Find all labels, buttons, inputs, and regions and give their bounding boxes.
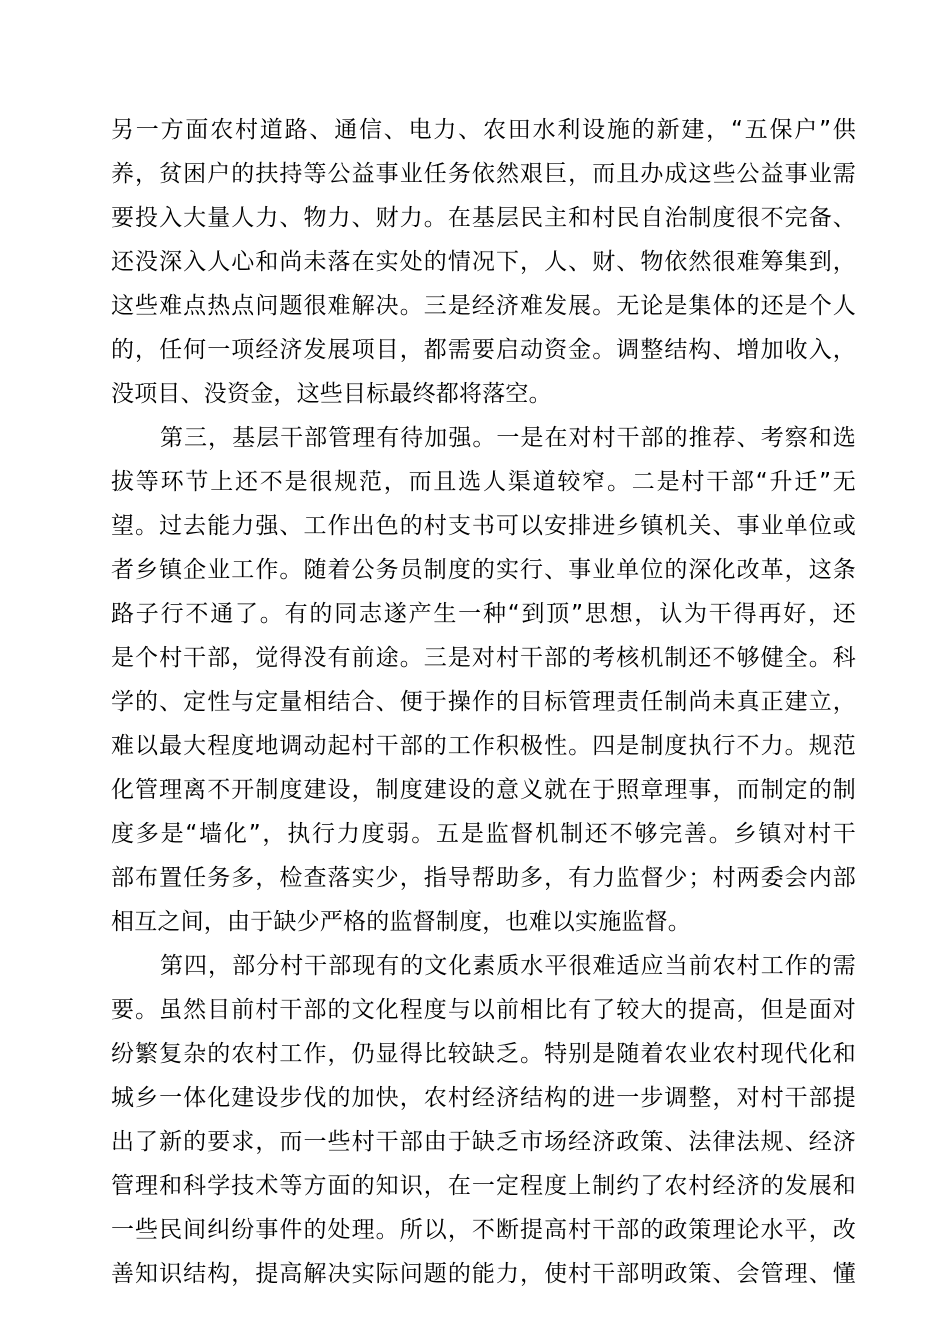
text-line: 养，贫困户的扶持等公益事业任务依然艰巨，而且办成这些公益事业需 bbox=[111, 161, 856, 187]
text-line: 要。虽然目前村干部的文化程度与以前相比有了较大的提高，但是面对 bbox=[111, 997, 856, 1023]
paragraph-start-line: 第四，部分村干部现有的文化素质水平很难适应当前农村工作的需 bbox=[160, 953, 856, 979]
text-line: 城乡一体化建设步伐的加快，农村经济结构的进一步调整，对村干部提 bbox=[111, 1085, 856, 1111]
text-line: 还没深入人心和尚未落在实处的情况下，人、财、物依然很难筹集到， bbox=[111, 249, 856, 275]
text-line: 部布置任务多，检查落实少，指导帮助多，有力监督少；村两委会内部 bbox=[111, 865, 856, 891]
text-line: 化管理离不开制度建设，制度建设的意义就在于照章理事，而制定的制 bbox=[111, 777, 856, 803]
text-line: 出了新的要求，而一些村干部由于缺乏市场经济政策、法律法规、经济 bbox=[111, 1129, 856, 1155]
text-line: 望。过去能力强、工作出色的村支书可以安排进乡镇机关、事业单位或 bbox=[111, 513, 856, 539]
text-line: 没项目、没资金，这些目标最终都将落空。 bbox=[111, 381, 552, 407]
text-line: 善知识结构，提高解决实际问题的能力，使村干部明政策、会管理、懂 bbox=[111, 1261, 856, 1287]
text-line: 管理和科学技术等方面的知识，在一定程度上制约了农村经济的发展和 bbox=[111, 1173, 856, 1199]
body-text bbox=[111, 108, 856, 1296]
text-line: 学的、定性与定量相结合、便于操作的目标管理责任制尚未真正建立， bbox=[111, 689, 856, 715]
text-line: 另一方面农村道路、通信、电力、农田水利设施的新建，“五保户”供 bbox=[111, 117, 856, 143]
text-line: 度多是“墙化”，执行力度弱。五是监督机制还不够完善。乡镇对村干 bbox=[111, 821, 856, 847]
text-line: 这些难点热点问题很难解决。三是经济难发展。无论是集体的还是个人 bbox=[111, 293, 856, 319]
text-line: 纷繁复杂的农村工作，仍显得比较缺乏。特别是随着农业农村现代化和 bbox=[111, 1041, 856, 1067]
text-line: 路子行不通了。有的同志遂产生一种“到顶”思想，认为干得再好，还 bbox=[111, 601, 856, 627]
text-line: 难以最大程度地调动起村干部的工作积极性。四是制度执行不力。规范 bbox=[111, 733, 856, 759]
text-line: 一些民间纠纷事件的处理。所以，不断提高村干部的政策理论水平，改 bbox=[111, 1217, 856, 1243]
text-line: 相互之间，由于缺少严格的监督制度，也难以实施监督。 bbox=[111, 909, 691, 935]
text-line: 者乡镇企业工作。随着公务员制度的实行、事业单位的深化改革，这条 bbox=[111, 557, 856, 583]
text-line: 的，任何一项经济发展项目，都需要启动资金。调整结构、增加收入， bbox=[111, 337, 856, 363]
text-line: 是个村干部，觉得没有前途。三是对村干部的考核机制还不够健全。科 bbox=[111, 645, 856, 671]
text-line: 拔等环节上还不是很规范，而且选人渠道较窄。二是村干部“升迁”无 bbox=[111, 469, 856, 495]
text-line: 要投入大量人力、物力、财力。在基层民主和村民自治制度很不完备、 bbox=[111, 205, 856, 231]
paragraph-start-line: 第三，基层干部管理有待加强。一是在对村干部的推荐、考察和选 bbox=[160, 425, 856, 451]
